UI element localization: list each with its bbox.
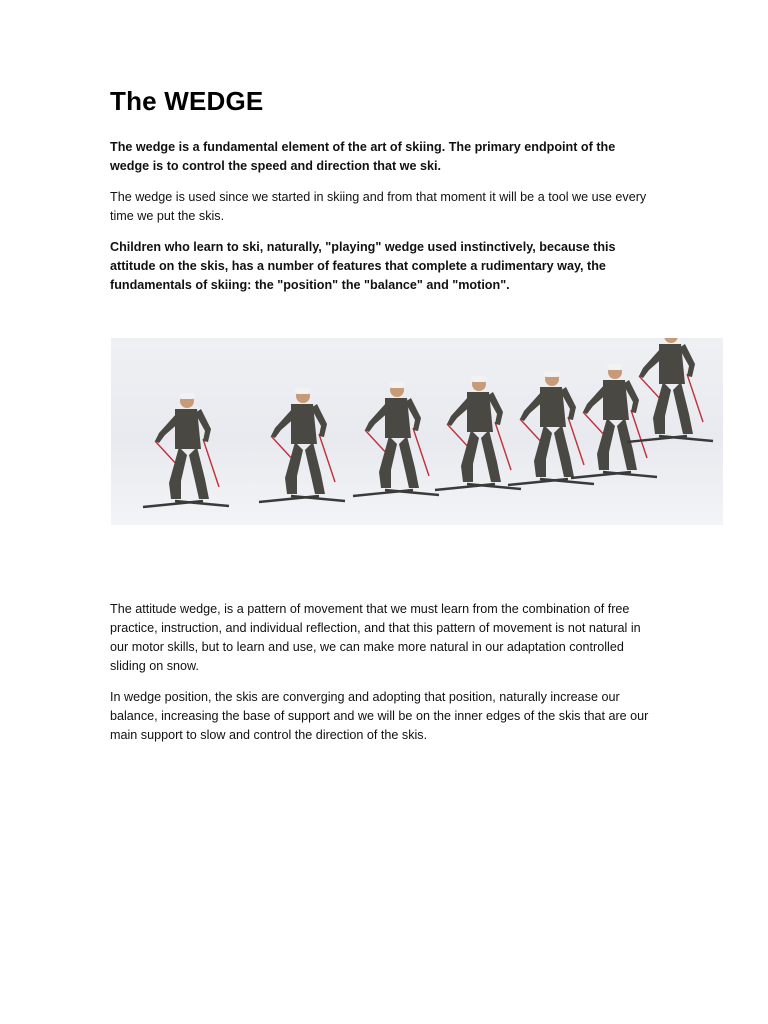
skier-figure <box>627 338 713 442</box>
document-title: The WEDGE <box>110 86 264 116</box>
skier-figure <box>353 382 439 496</box>
children-paragraph: Children who learn to ski, naturally, "playing" wedge used instinctively, because this attitude on the skis, has a number of features that complete a rudimentary way, the fundamentals of skiing: the "position" the "balance" and "motion". <box>110 240 616 292</box>
skier-figure <box>435 376 521 490</box>
intro-paragraph: The wedge is a fundamental element of the art of skiing. The primary endpoint of the wedge is to control the speed and direction that we ski. <box>110 140 616 173</box>
skier-sequence-photo <box>111 338 723 525</box>
attitude-paragraph: The attitude wedge, is a pattern of movement that we must learn from the combination of free practice, instruction, and individual reflection, and that this pattern of movement is not natural in our motor skills, but to learn and use, we can make more natural in our adaptation controlled sliding on snow. <box>110 602 641 673</box>
skier-sequence-illustration <box>111 338 723 525</box>
skier-figure <box>143 393 229 507</box>
skier-figure <box>508 371 594 485</box>
skier-figure <box>259 388 345 502</box>
position-paragraph: In wedge position, the skis are converging and adopting that position, naturally increase our balance, increasing the base of support and we will be on the inner edges of the skis that are our main support to slow and control the direction of the skis. <box>110 690 649 742</box>
usage-paragraph: The wedge is used since we started in skiing and from that moment it will be a tool we use every time we put the skis. <box>110 190 647 223</box>
